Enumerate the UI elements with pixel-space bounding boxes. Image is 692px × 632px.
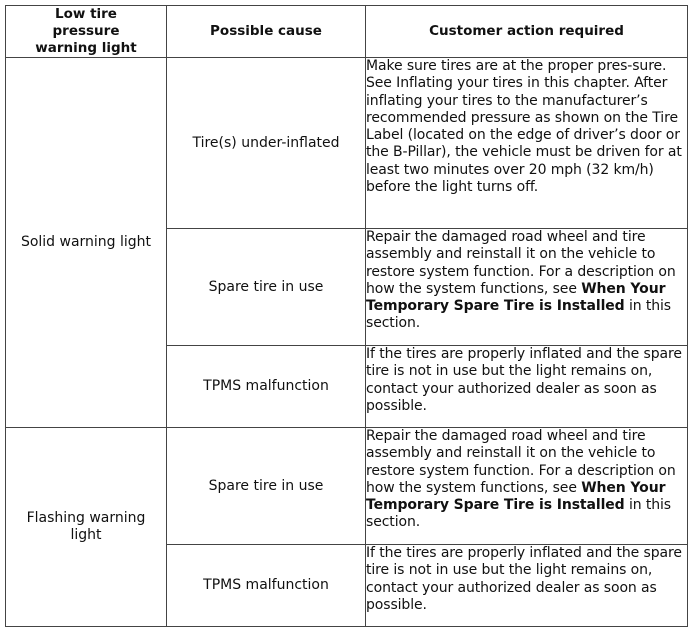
action-text: Repair the damaged road wheel and tire assembly and reinstall it on the vehicle to restore system function. For a description on how the system functions, see xyxy=(366,428,676,496)
action-cell xyxy=(366,229,688,346)
action-text: If the tires are properly inflated and the spare tire is not in use but the light remains on, contact your authorized dealer as soon as possible. xyxy=(366,545,682,613)
cause-cell: Tire(s) under-inflated xyxy=(167,58,366,229)
cause-cell: TPMS malfunction xyxy=(167,346,366,428)
cause-cell: Spare tire in use xyxy=(167,229,366,346)
header-light: Low tire pressure warning light xyxy=(6,6,167,58)
warning-light-cell: Flashing warning light xyxy=(6,428,167,627)
action-bold-text: When Your Temporary Spare Tire is Installed xyxy=(366,280,666,315)
action-text: If the tires are properly inflated and the spare tire is not in use but the light remains on, contact your authorized dealer as soon as possible. xyxy=(366,346,682,414)
action-cell xyxy=(366,346,688,428)
action-text-end: in this section. xyxy=(366,497,672,531)
cause-cell: Spare tire in use xyxy=(167,428,366,545)
header-action: Customer action required xyxy=(366,6,688,58)
table-row xyxy=(6,428,688,545)
action-bold-text: When Your Temporary Spare Tire is Installed xyxy=(366,479,666,514)
action-text: Repair the damaged road wheel and tire assembly and reinstall it on the vehicle to restore system function. For a description on how the system functions, see xyxy=(366,229,676,297)
warning-light-cell: Solid warning light xyxy=(6,58,167,428)
action-cell xyxy=(366,545,688,627)
cause-cell: TPMS malfunction xyxy=(167,545,366,627)
action-text: Make sure tires are at the proper pres-sure. See Inflating your tires in this chapter. After inflating your tires to the manufacturer’s recommended pressure as shown on the Tire Label (located on the edge of driver’s door or the B-Pillar), the vehicle must be driven for at least two minutes over 20 mph (32 km/h) before the light turns off. xyxy=(366,58,682,196)
header-cause: Possible cause xyxy=(167,6,366,58)
header-row xyxy=(6,6,688,58)
tpms-warning-table xyxy=(5,5,688,627)
action-cell xyxy=(366,58,688,229)
action-cell xyxy=(366,428,688,545)
action-text-end: in this section. xyxy=(366,298,672,332)
table-row xyxy=(6,58,688,229)
